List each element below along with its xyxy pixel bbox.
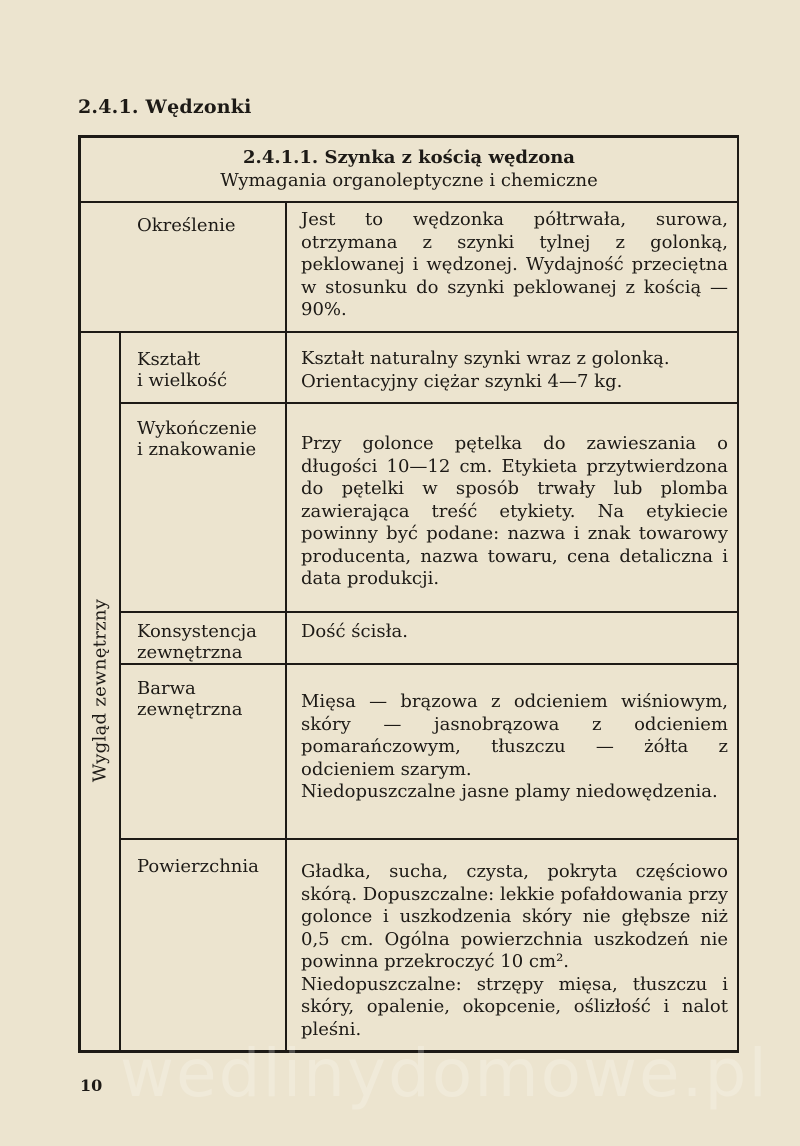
definition-row — [81, 201, 737, 333]
definition-text: Jest to wędzonka półtrwała, surowa, otrzymana z szynki tylnej z golonką, peklowanej i wędzonej. Wydajność przeciętna w stosunku do szynki peklowanej z kością — 90%. — [301, 209, 728, 320]
group-label-cell — [81, 331, 119, 1050]
row-divider — [121, 838, 737, 840]
row-label-color: Barwa zewnętrzna — [137, 678, 243, 720]
table-title: 2.4.1.1. Szynka z kością wędzona — [243, 147, 575, 168]
section-heading — [78, 96, 252, 118]
row-label-surface: Powierzchnia — [137, 856, 259, 877]
row-text-consistency: Dość ścisła. — [301, 621, 408, 642]
group-divider — [119, 331, 121, 1050]
row-label-shape: Kształt i wielkość — [137, 349, 228, 391]
row-text-finishing: Przy golonce pętelka do zawieszania o długości 10—12 cm. Etykieta przytwierdzona do pętelki w sposób trwały lub plomba zawierająca treść etykiety. Na etykiecie powinny być podane: nazwa i znak towarowy producenta, nazwa towaru, cena detaliczna i data produkcji. — [301, 433, 728, 589]
table-header — [81, 138, 737, 203]
watermark: wedlinydomowe.pl — [120, 1035, 769, 1112]
section-number: 2.4.1. — [78, 96, 139, 118]
row-label-consistency: Konsystencja zewnętrzna — [137, 621, 257, 663]
column-divider — [285, 201, 287, 331]
row-text-color: Mięsa — brązowa z odcieniem wiśniowym, skóry — jasnobrązowa z odcieniem pomarańczowym, tłuszczu — żółta z odcieniem szarym. Niedopuszczalne jasne plamy niedowędzenia. — [301, 691, 728, 802]
page-number: 10 — [80, 1076, 103, 1095]
row-text-surface: Gładka, sucha, czysta, pokryta częściowo skórą. Dopuszczalne: lekkie pofałdowania przy golonce i uszkodzenia skóry nie głębsze niż 0,5 cm. Ogólna powierzchnia uszkodzeń nie powinna przekroczyć 10 cm². Niedopuszczalne: strzępy mięsa, tłuszczu i skóry, opalenie, okopcenie, oślizłość i nalot pleśni. — [301, 861, 728, 1040]
row-divider — [121, 663, 737, 665]
row-label-finishing: Wykończenie i znakowanie — [137, 418, 257, 460]
requirements-table — [78, 135, 739, 1053]
definition-label: Określenie — [137, 215, 236, 236]
section-title: Wędzonki — [145, 96, 252, 118]
row-divider — [121, 402, 737, 404]
group-label: Wygląd zewnętrzny — [89, 598, 111, 783]
row-divider — [121, 611, 737, 613]
table-subtitle: Wymagania organoleptyczne i chemiczne — [220, 170, 598, 191]
row-text-shape: Kształt naturalny szynki wraz z golonką. Orientacyjny ciężar szynki 4—7 kg. — [301, 348, 670, 392]
